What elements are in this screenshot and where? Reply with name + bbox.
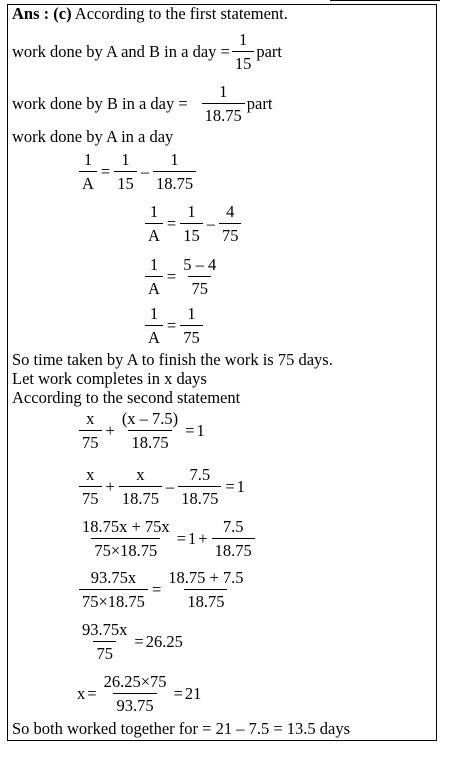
eq2-a-den: 15	[180, 223, 203, 245]
eq6-c-den: 18.75	[178, 486, 221, 508]
eq4-rhs-num: 1	[187, 304, 196, 323]
eq1-b-num: 1	[170, 150, 179, 169]
plus-sign: +	[198, 528, 208, 548]
plus-sign: +	[105, 420, 115, 440]
line-final: So both worked together for = 21 – 7.5 = 13.5 days	[12, 719, 351, 738]
eq4-rhs-den: 75	[180, 325, 203, 347]
equation-10	[77, 672, 201, 715]
minus-sign: –	[140, 161, 149, 181]
eq8-lhs-num: 93.75x	[90, 568, 137, 587]
equation-1	[77, 150, 198, 193]
eq3-rhs-den: 75	[188, 276, 211, 298]
eq5-a-num: x	[86, 409, 95, 428]
ab-denominator: 15	[232, 51, 255, 73]
eq10-num: 26.25×75	[103, 672, 167, 691]
equation-3	[143, 255, 221, 298]
eq9-rhs: 26.25	[145, 631, 183, 651]
eq2-b-num: 4	[226, 202, 235, 221]
line-time-a: So time taken by A to finish the work is 75 days.	[12, 350, 333, 369]
line-let-x: Let work completes in x days	[12, 369, 207, 388]
eq6-rhs: 1	[236, 476, 245, 496]
eq1-lhs-den: A	[79, 171, 97, 193]
eq7-one: 1	[188, 528, 197, 548]
equals-sign: =	[185, 420, 195, 440]
eq8-lhs-den: 75×18.75	[79, 589, 148, 611]
equals-sign: =	[166, 213, 177, 233]
eq3-rhs-num: 5 – 4	[183, 255, 217, 274]
eq3-lhs-num: 1	[149, 255, 159, 274]
eq1-lhs-num: 1	[83, 150, 93, 169]
equals-sign: =	[166, 266, 177, 286]
eq7-lhs-den: 75×18.75	[91, 538, 160, 560]
eq2-a-num: 1	[187, 202, 196, 221]
equals-sign: =	[87, 683, 97, 703]
equals-sign: =	[176, 528, 186, 548]
b-denominator: 18.75	[202, 103, 245, 125]
eq8-rhs-den: 18.75	[184, 589, 227, 611]
equals-sign: =	[173, 683, 183, 703]
equation-9	[77, 620, 183, 663]
eq1-b-den: 18.75	[153, 171, 196, 193]
b-numerator: 1	[219, 82, 228, 101]
eq1-a-num: 1	[121, 150, 130, 169]
eq10-x: x	[77, 683, 86, 703]
line-a-day: work done by A in a day	[12, 127, 174, 146]
minus-sign: –	[206, 213, 215, 233]
eq9-lhs-den: 75	[93, 641, 116, 663]
plus-sign: +	[105, 476, 115, 496]
ab-numerator: 1	[238, 30, 248, 49]
b-fraction	[202, 82, 245, 125]
eq7-lhs-num: 18.75x + 75x	[82, 517, 170, 536]
eq6-c-num: 7.5	[189, 465, 211, 484]
eq1-a-den: 15	[114, 171, 137, 193]
eq6-b-num: x	[136, 465, 145, 484]
equation-5	[77, 409, 205, 452]
eq8-rhs-num: 18.75 + 7.5	[168, 568, 244, 587]
eq5-b-num: (x – 7.5)	[121, 409, 179, 428]
eq2-b-den: 75	[219, 223, 242, 245]
ab-day-text: work done by A and B in a day =	[12, 41, 230, 61]
eq6-a-num: x	[86, 465, 95, 484]
equation-4	[143, 304, 205, 347]
eq4-lhs-den: A	[145, 325, 163, 347]
eq10-den: 93.75	[113, 693, 156, 715]
eq5-b-den: 18.75	[128, 430, 171, 452]
answer-intro: According to the first statement.	[74, 4, 288, 23]
eq7-rhs-num: 7.5	[222, 517, 244, 536]
equals-sign: =	[134, 631, 144, 651]
b-day-text: work done by B in a day =	[12, 93, 188, 113]
top-border-fragment	[330, 0, 440, 1]
eq4-lhs-num: 1	[149, 304, 159, 323]
eq2-lhs-num: 1	[149, 202, 159, 221]
equation-7	[77, 517, 257, 560]
line-second-statement: According to the second statement	[12, 388, 241, 407]
line-ab-day	[12, 30, 282, 73]
minus-sign: –	[165, 476, 175, 496]
eq9-lhs-num: 93.75x	[82, 620, 128, 639]
answer-label: Ans : (c)	[12, 4, 72, 23]
part-text-2: part	[246, 93, 273, 113]
eq7-rhs-den: 18.75	[212, 538, 255, 560]
eq3-lhs-den: A	[145, 276, 163, 298]
eq6-a-den: 75	[79, 486, 102, 508]
part-text-1: part	[256, 41, 282, 61]
equals-sign: =	[100, 161, 111, 181]
eq2-lhs-den: A	[145, 223, 163, 245]
equals-sign: =	[225, 476, 235, 496]
equation-6	[77, 465, 245, 508]
equals-sign: =	[166, 315, 177, 335]
line-b-day	[12, 82, 272, 125]
eq10-rhs: 21	[184, 683, 202, 703]
ab-fraction	[232, 30, 255, 73]
answer-heading	[12, 4, 288, 24]
eq5-a-den: 75	[79, 430, 102, 452]
equals-sign: =	[151, 579, 162, 599]
equation-8	[77, 568, 249, 611]
equation-2	[143, 202, 243, 245]
eq5-rhs: 1	[196, 420, 205, 440]
eq6-b-den: 18.75	[119, 486, 162, 508]
